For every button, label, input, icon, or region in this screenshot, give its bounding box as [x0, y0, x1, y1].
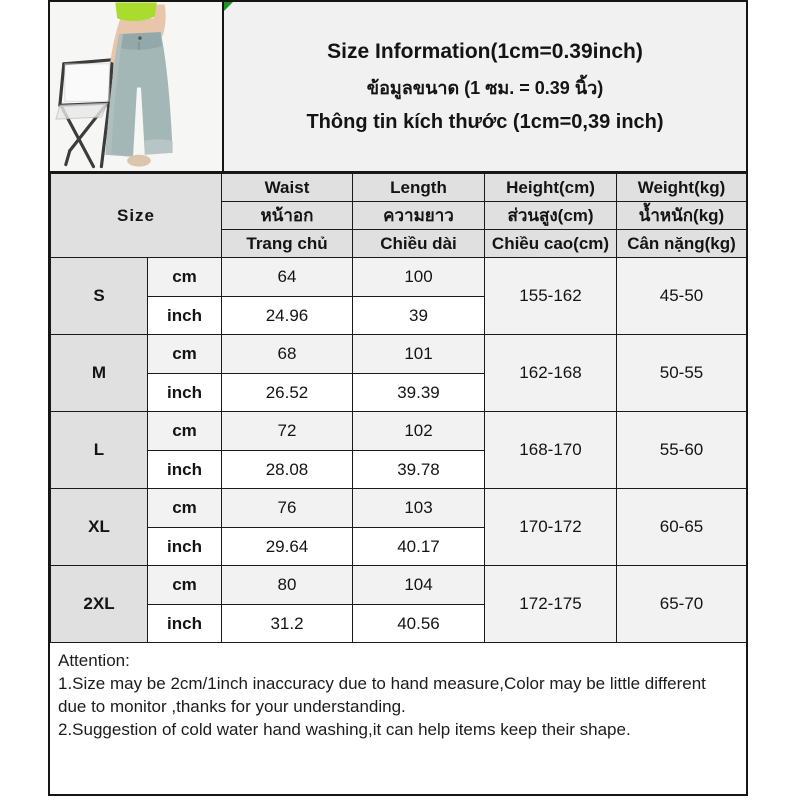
- unit-cm-label: cm: [148, 412, 222, 451]
- col-header-waist-vi: Trang chủ: [222, 230, 353, 258]
- waist-cm-2xl: 80: [222, 566, 353, 605]
- length-cm-s: 100: [353, 258, 485, 297]
- table-row: [51, 335, 747, 374]
- col-header-weight-en: Weight(kg): [617, 174, 747, 202]
- col-header-height-th: ส่วนสูง(cm): [485, 202, 617, 230]
- attention-heading: Attention:: [58, 651, 130, 670]
- waist-inch-xl: 29.64: [222, 528, 353, 566]
- unit-cm-label: cm: [148, 258, 222, 297]
- col-header-length-th: ความยาว: [353, 202, 485, 230]
- height-s: 155-162: [485, 258, 617, 335]
- unit-inch-label: inch: [148, 605, 222, 643]
- weight-s: 45-50: [617, 258, 747, 335]
- table-row: [51, 412, 747, 451]
- green-corner-marker-icon: [224, 2, 233, 11]
- length-inch-m: 39.39: [353, 374, 485, 412]
- attention-note-1: 1.Size may be 2cm/1inch inaccuracy due to hand measure,Color may be little different due to monitor ,thanks for your understanding.: [58, 674, 706, 716]
- unit-inch-label: inch: [148, 297, 222, 335]
- waist-cm-l: 72: [222, 412, 353, 451]
- length-inch-s: 39: [353, 297, 485, 335]
- waist-cm-m: 68: [222, 335, 353, 374]
- title-vietnamese: Thông tin kích thước (1cm=0,39 inch): [306, 111, 664, 133]
- length-inch-l: 39.78: [353, 451, 485, 489]
- size-table: [50, 173, 747, 643]
- waist-cm-xl: 76: [222, 489, 353, 528]
- size-cell-l: L: [51, 412, 148, 489]
- unit-inch-label: inch: [148, 374, 222, 412]
- model-with-jeans-illustration: [50, 2, 222, 171]
- col-header-length-en: Length: [353, 174, 485, 202]
- length-cm-m: 101: [353, 335, 485, 374]
- waist-inch-l: 28.08: [222, 451, 353, 489]
- title-thai: ข้อมูลขนาด (1 ซม. = 0.39 นิ้ว): [366, 78, 604, 98]
- weight-l: 55-60: [617, 412, 747, 489]
- height-2xl: 172-175: [485, 566, 617, 643]
- weight-2xl: 65-70: [617, 566, 747, 643]
- table-row: [51, 566, 747, 605]
- waist-inch-s: 24.96: [222, 297, 353, 335]
- unit-inch-label: inch: [148, 451, 222, 489]
- height-m: 162-168: [485, 335, 617, 412]
- col-header-length-vi: Chiều dài: [353, 230, 485, 258]
- table-row: [51, 489, 747, 528]
- col-header-waist-th: หน้าอก: [222, 202, 353, 230]
- table-row: [51, 258, 747, 297]
- weight-xl: 60-65: [617, 489, 747, 566]
- header-row-en: [51, 174, 747, 202]
- size-cell-xl: XL: [51, 489, 148, 566]
- length-cm-2xl: 104: [353, 566, 485, 605]
- attention-notes: [50, 643, 746, 794]
- unit-cm-label: cm: [148, 489, 222, 528]
- title-english: Size Information(1cm=0.39inch): [327, 40, 643, 63]
- unit-cm-label: cm: [148, 335, 222, 374]
- waist-cm-s: 64: [222, 258, 353, 297]
- height-l: 168-170: [485, 412, 617, 489]
- col-header-waist-en: Waist: [222, 174, 353, 202]
- col-header-weight-th: น้ำหนัก(kg): [617, 202, 747, 230]
- col-header-height-en: Height(cm): [485, 174, 617, 202]
- weight-m: 50-55: [617, 335, 747, 412]
- size-cell-m: M: [51, 335, 148, 412]
- unit-inch-label: inch: [148, 528, 222, 566]
- size-cell-2xl: 2XL: [51, 566, 148, 643]
- length-inch-xl: 40.17: [353, 528, 485, 566]
- length-cm-xl: 103: [353, 489, 485, 528]
- title-band: [224, 2, 746, 171]
- waist-inch-2xl: 31.2: [222, 605, 353, 643]
- attention-note-2: 2.Suggestion of cold water hand washing,it can help items keep their shape.: [58, 720, 631, 739]
- product-photo: [50, 2, 224, 171]
- sheet: [48, 0, 748, 796]
- size-cell-s: S: [51, 258, 148, 335]
- waist-inch-m: 26.52: [222, 374, 353, 412]
- size-header-cell: Size: [51, 174, 222, 258]
- length-inch-2xl: 40.56: [353, 605, 485, 643]
- col-header-weight-vi: Cân nặng(kg): [617, 230, 747, 258]
- top-band: [50, 2, 746, 173]
- height-xl: 170-172: [485, 489, 617, 566]
- unit-cm-label: cm: [148, 566, 222, 605]
- length-cm-l: 102: [353, 412, 485, 451]
- col-header-height-vi: Chiều cao(cm): [485, 230, 617, 258]
